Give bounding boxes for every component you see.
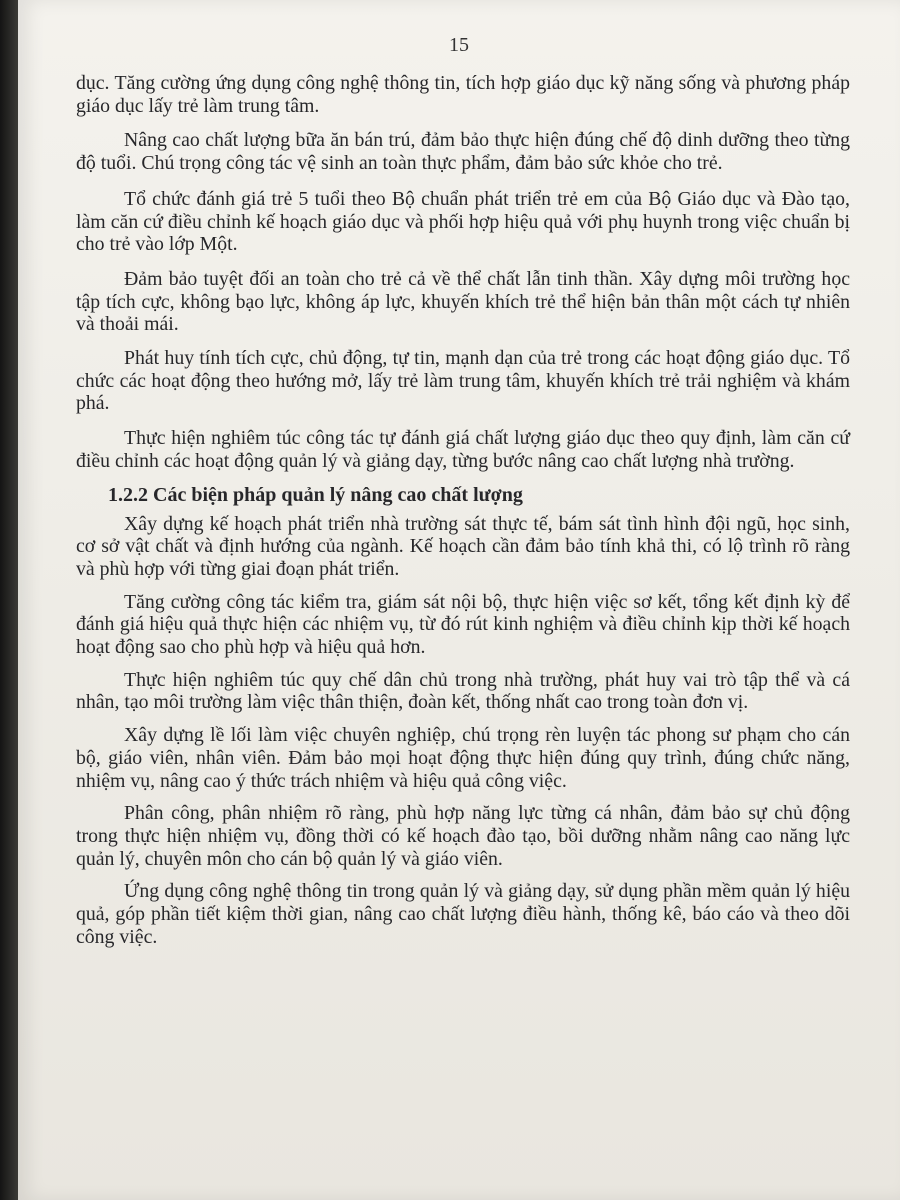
page-number: 15 [449,34,469,56]
paragraph-11: Phân công, phân nhiệm rõ ràng, phù hợp năng lực từng cá nhân, đảm bảo sự chủ động trong thực hiện nhiệm vụ, đồng thời có kế hoạch đào tạo, bồi dưỡng nhằm nâng cao năng lực quản lý, chuyên môn cho cán bộ quản lý và giáo viên. [76,802,850,870]
paragraph-5: Phát huy tính tích cực, chủ động, tự tin, mạnh dạn của trẻ trong các hoạt động giáo dục. Tổ chức các hoạt động theo hướng mở, lấy trẻ làm trung tâm, khuyến khích trẻ trải nghiệm và khám phá. [76,347,850,415]
paragraph-12: Ứng dụng công nghệ thông tin trong quản lý và giảng dạy, sử dụng phần mềm quản lý hiệu quả, góp phần tiết kiệm thời gian, nâng cao chất lượng điều hành, thống kê, báo cáo và theo dõi công việc. [76,880,850,948]
paragraph-3: Tổ chức đánh giá trẻ 5 tuổi theo Bộ chuẩn phát triển trẻ em của Bộ Giáo dục và Đào tạo, làm căn cứ điều chỉnh kế hoạch giáo dục và phối hợp hiệu quả với phụ huynh trong việc chuẩn bị cho trẻ vào lớp Một. [76,187,850,256]
paragraph-1: dục. Tăng cường ứng dụng công nghệ thông tin, tích hợp giáo dục kỹ năng sống và phương pháp giáo dục lấy trẻ làm trung tâm. [76,72,850,117]
paragraph-10: Xây dựng lề lối làm việc chuyên nghiệp, chú trọng rèn luyện tác phong sư phạm cho cán bộ, giáo viên, nhân viên. Đảm bảo mọi hoạt động thực hiện đúng quy trình, đúng chức năng, nhiệm vụ, nâng cao ý thức trách nhiệm và hiệu quả công việc. [76,724,850,792]
photo-left-edge [0,0,18,1200]
paragraph-4: Đảm bảo tuyệt đối an toàn cho trẻ cả về thể chất lẫn tinh thần. Xây dựng môi trường học tập tích cực, không bạo lực, không áp lực, khuyến khích trẻ thể hiện bản thân một cách tự nhiên và thoải mái. [76,267,850,336]
paragraph-8: Tăng cường công tác kiểm tra, giám sát nội bộ, thực hiện việc sơ kết, tổng kết định kỳ để đánh giá hiệu quả thực hiện các nhiệm vụ, từ đó rút kinh nghiệm và điều chỉnh kịp thời kế hoạch hoạt động sao cho phù hợp và hiệu quả hơn. [76,590,850,659]
paragraph-7: Xây dựng kế hoạch phát triển nhà trường sát thực tế, bám sát tình hình đội ngũ, học sinh, cơ sở vật chất và định hướng của ngành. Kế hoạch cần đảm bảo tính khả thi, có lộ trình rõ ràng và phù hợp với từng giai đoạn phát triển. [76,512,850,580]
paragraph-2: Nâng cao chất lượng bữa ăn bán trú, đảm bảo thực hiện đúng chế độ dinh dưỡng theo từng độ tuổi. Chú trọng công tác vệ sinh an toàn thực phẩm, đảm bảo sức khỏe cho trẻ. [76,129,850,175]
page-content [76,72,850,1172]
paragraph-9: Thực hiện nghiêm túc quy chế dân chủ trong nhà trường, phát huy vai trò tập thể và cá nhân, tạo môi trường làm việc thân thiện, đoàn kết, thống nhất cao trong toàn đơn vị. [76,668,850,714]
section-heading: 1.2.2 Các biện pháp quản lý nâng cao chất lượng [108,483,523,506]
document-page [18,0,900,1200]
paragraph-6: Thực hiện nghiêm túc công tác tự đánh giá chất lượng giáo dục theo quy định, làm căn cứ điều chỉnh các hoạt động quản lý và giảng dạy, từng bước nâng cao chất lượng nhà trường. [76,427,850,472]
